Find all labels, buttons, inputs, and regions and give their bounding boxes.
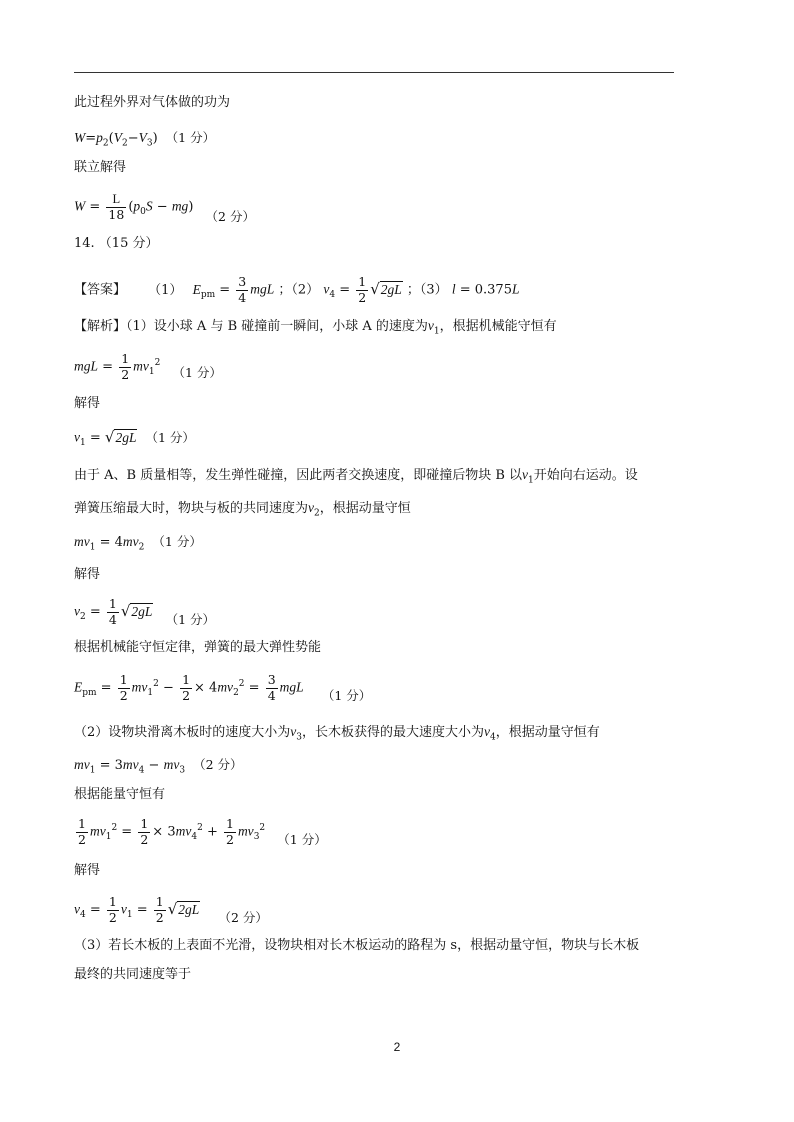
formula-epm: $E_{pm}$ = $\frac{1}{2}$ $mv_1^2$ − $\frac{1}{2}$ × $4mv_2^2$ = $\frac{3}{4}$ mgL （1 分）: [74, 672, 372, 703]
page-number: 2: [393, 1040, 401, 1054]
formula-v1: $v_1 = √2gL$ （1 分）: [74, 428, 195, 449]
header-rule: [74, 72, 674, 73]
text-line: 弹簧压缩最大时，物块与板的共同速度为$v_2$，根据动量守恒: [74, 500, 411, 519]
text-line: 联立解得: [74, 160, 127, 175]
text-line: （2）设物块滑离木板时的速度大小为$v_3$，长木板获得的最大速度大小为$v_4$，根据动量守恒有: [74, 724, 600, 743]
text-line: 此过程外界对气体做的功为: [74, 95, 231, 110]
formula-momentum-2: $mv_1 = 3mv_4 - mv_3$ （2 分）: [74, 757, 243, 776]
formula-mgl: mgL = $\frac{1}{2}$ $mv_1^2$ （1 分）: [74, 351, 222, 382]
text-line: 解得: [74, 863, 101, 878]
text-line: 最终的共同速度等于: [74, 967, 192, 982]
question-number: 14. （15 分）: [74, 236, 159, 251]
text-line: 解得: [74, 396, 101, 411]
text-line: 根据能量守恒有: [74, 787, 166, 802]
text-line: 根据机械能守恒定律，弹簧的最大弹性势能: [74, 640, 322, 655]
formula-energy-2: $\frac{1}{2}$ $mv_1^2$ = $\frac{1}{2}$ × $3mv_4^2$ + $\frac{1}{2}$ $mv_3^2$ （1 分）: [78, 816, 327, 847]
answer-line: 【答案】 （1） $E_{pm}$ = $\frac{3}{4}$ mgL ；（2） $v_4$ = $\frac{1}{2}$ √2gL ；（3） l = 0.375L: [74, 274, 520, 305]
formula-v2: $v_2$ = $\frac{1}{4}$ √2gL （1 分）: [74, 596, 216, 627]
formula-w-result: W = $\frac{L}{18}$ $(p_0S - mg)$ （2 分）: [74, 192, 255, 224]
formula-momentum-1: $mv_1 = 4mv_2$ （1 分）: [74, 534, 202, 553]
formula-v4: $v_4$ = $\frac{1}{2}$ $v_1$ = $\frac{1}{2}$ √2gL （2 分）: [74, 894, 268, 925]
formula-work: $W=p_2(V_2-V_3)$ （1 分）: [74, 130, 216, 149]
text-line: （3）若长木板的上表面不光滑，设物块相对长木板运动的路程为 s，根据动量守恒，物块与长木板: [74, 938, 640, 953]
text-line: 解得: [74, 567, 101, 582]
text-line: 由于 A、B 质量相等，发生弹性碰撞，因此两者交换速度，即碰撞后物块 B 以$v_1$开始向右运动。设: [74, 467, 638, 486]
analysis-line: 【解析】（1）设小球 A 与 B 碰撞前一瞬间，小球 A 的速度为$v_1$，根据机械能守恒有: [74, 318, 557, 337]
